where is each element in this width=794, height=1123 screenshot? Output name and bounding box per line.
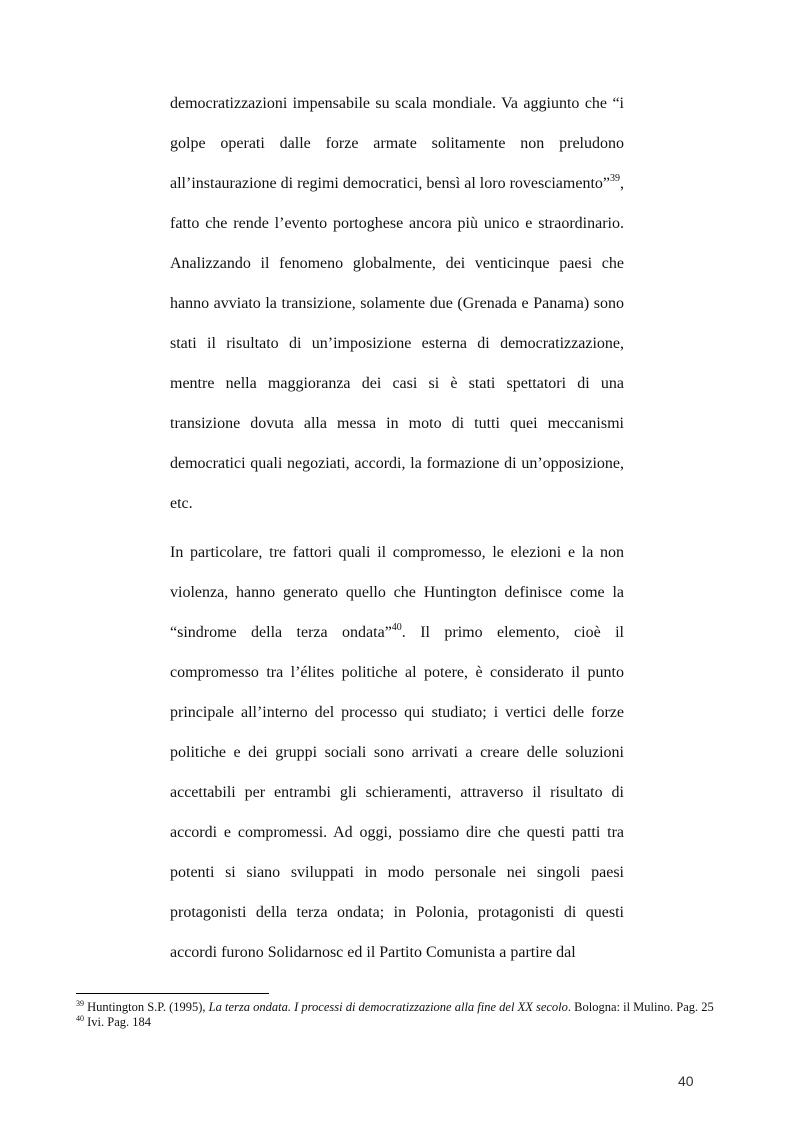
footnote-39 <box>76 1000 720 1015</box>
paragraph-1-text-start: democratizzazioni impensabile su scala mondiale. Va aggiunto che “i golpe operati dalle forze armate solitamente non preludono all’instaurazione di regimi democratici, bensì al loro rovesciamento” <box>170 95 624 192</box>
page-number: 40 <box>678 1073 694 1089</box>
body-paragraph-2 <box>170 533 624 973</box>
footnote-text: Ivi. Pag. 184 <box>87 1015 152 1029</box>
body-paragraph-1 <box>170 84 624 524</box>
footnote-number: 40 <box>76 1014 84 1023</box>
paragraph-1-text-end: , fatto che rende l’evento portoghese ancora più unico e straordinario. Analizzando il fenomeno globalmente, dei venticinque paesi che hanno avviato la transizione, solamente due (Grenada e Panama) sono stati il risultato di un’imposizione esterna di democratizzazione, mentre nella maggioranza dei casi si è stati spettatori di una transizione dovuta alla messa in moto di tutti quei meccanismi democratici quali negoziati, accordi, la formazione di un’opposizione, etc. <box>170 175 624 512</box>
footnote-book-title: La terza ondata. I processi di democratizzazione alla fine del XX secolo <box>208 1000 568 1014</box>
footnote-40 <box>76 1015 720 1030</box>
footnote-separator <box>76 993 269 994</box>
footnote-author: Huntington S.P. (1995), <box>87 1000 209 1014</box>
footnote-number: 39 <box>76 999 84 1008</box>
footnotes-section <box>76 1000 720 1030</box>
footnote-reference-40[interactable]: 40 <box>391 622 402 633</box>
paragraph-2-text-start: In particolare, tre fattori quali il compromesso, le elezioni e la non violenza, hanno generato quello che Huntington definisce come la “sindrome della terza ondata” <box>170 544 624 641</box>
footnote-reference-39[interactable]: 39 <box>610 173 620 184</box>
paragraph-2-text-end: . Il primo elemento, cioè il compromesso tra l’élites politiche al potere, è considerato il punto principale all’interno del processo qui studiato; i vertici delle forze politiche e dei gruppi sociali sono arrivati a creare delle soluzioni accettabili per entrambi gli schieramenti, attraverso il risultato di accordi e compromessi. Ad oggi, possiamo dire che questi patti tra potenti si siano sviluppati in modo personale nei singoli paesi protagonisti della terza ondata; in Polonia, protagonisti di questi accordi furono Solidarnosc ed il Partito Comunista a partire dal <box>170 624 624 961</box>
footnote-publication: . Bologna: il Mulino. Pag. 25 <box>567 1000 714 1014</box>
